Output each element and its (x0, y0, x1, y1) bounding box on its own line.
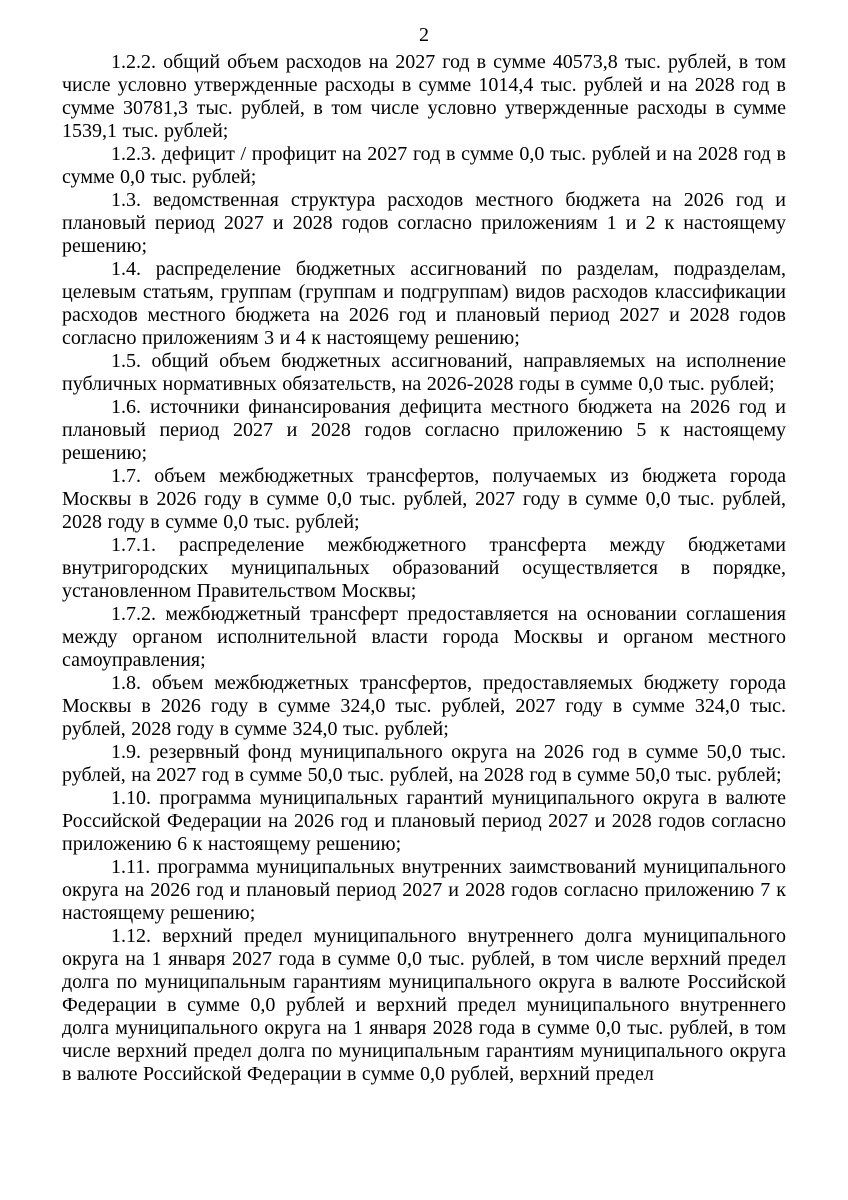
para-1-7: 1.7. объем межбюджетных трансфертов, получаемых из бюджета города Москвы в 2026 году в сумме 0,0 тыс. рублей, 2027 году в сумме 0,0 тыс. рублей, 2028 году в сумме 0,0 тыс. рублей; (62, 465, 786, 533)
page-number: 2 (419, 24, 429, 46)
para-1-3: 1.3. ведомственная структура расходов местного бюджета на 2026 год и плановый период 2027 и 2028 годов согласно приложениям 1 и 2 к настоящему решению; (62, 189, 786, 257)
para-1-10: 1.10. программа муниципальных гарантий муниципального округа в валюте Российской Федерации на 2026 год и плановый период 2027 и 2028 годов согласно приложению 6 к настоящему решению; (62, 787, 786, 855)
para-1-11: 1.11. программа муниципальных внутренних заимствований муниципального округа на 2026 год и плановый период 2027 и 2028 годов согласно приложению 7 к настоящему решению; (62, 856, 786, 924)
para-1-7-2: 1.7.2. межбюджетный трансферт предоставляется на основании соглашения между органом исполнительной власти города Москвы и органом местного самоуправления; (62, 603, 786, 671)
para-1-4: 1.4. распределение бюджетных ассигнований по разделам, подразделам, целевым статьям, группам (группам и подгруппам) видов расходов классификации расходов местного бюджета на 2026 год и плановый период 2027 и 2028 годов согласно приложениям 3 и 4 к настоящему решению; (62, 258, 786, 349)
para-1-6: 1.6. источники финансирования дефицита местного бюджета на 2026 год и плановый период 2027 и 2028 годов согласно приложению 5 к настоящему решению; (62, 396, 786, 464)
para-1-5: 1.5. общий объем бюджетных ассигнований, направляемых на исполнение публичных нормативных обязательств, на 2026-2028 годы в сумме 0,0 тыс. рублей; (62, 350, 786, 395)
para-1-7-1: 1.7.1. распределение межбюджетного трансферта между бюджетами внутригородских муниципальных образований осуществляется в порядке, установленном Правительством Москвы; (62, 534, 786, 602)
document-body (62, 51, 786, 1086)
para-1-9: 1.9. резервный фонд муниципального округа на 2026 год в сумме 50,0 тыс. рублей, на 2027 год в сумме 50,0 тыс. рублей, на 2028 год в сумме 50,0 тыс. рублей; (62, 741, 786, 786)
para-1-12: 1.12. верхний предел муниципального внутреннего долга муниципального округа на 1 января 2027 года в сумме 0,0 тыс. рублей, в том числе верхний предел долга по муниципальным гарантиям муниципального округа в валюте Российской Федерации в сумме 0,0 рублей и верхний предел муниципального внутреннего долга муниципального округа на 1 января 2028 года в сумме 0,0 тыс. рублей, в том числе верхний предел долга по муниципальным гарантиям муниципального округа в валюте Российской Федерации в сумме 0,0 рублей, верхний предел (62, 925, 786, 1085)
para-1-2-2: 1.2.2. общий объем расходов на 2027 год в сумме 40573,8 тыс. рублей, в том числе условно утвержденные расходы в сумме 1014,4 тыс. рублей и на 2028 год в сумме 30781,3 тыс. рублей, в том числе условно утвержденные расходы в сумме 1539,1 тыс. рублей; (62, 51, 786, 142)
para-1-2-3: 1.2.3. дефицит / профицит на 2027 год в сумме 0,0 тыс. рублей и на 2028 год в сумме 0,0 тыс. рублей; (62, 143, 786, 188)
para-1-8: 1.8. объем межбюджетных трансфертов, предоставляемых бюджету города Москвы в 2026 году в сумме 324,0 тыс. рублей, 2027 году в сумме 324,0 тыс. рублей, 2028 году в сумме 324,0 тыс. рублей; (62, 672, 786, 740)
